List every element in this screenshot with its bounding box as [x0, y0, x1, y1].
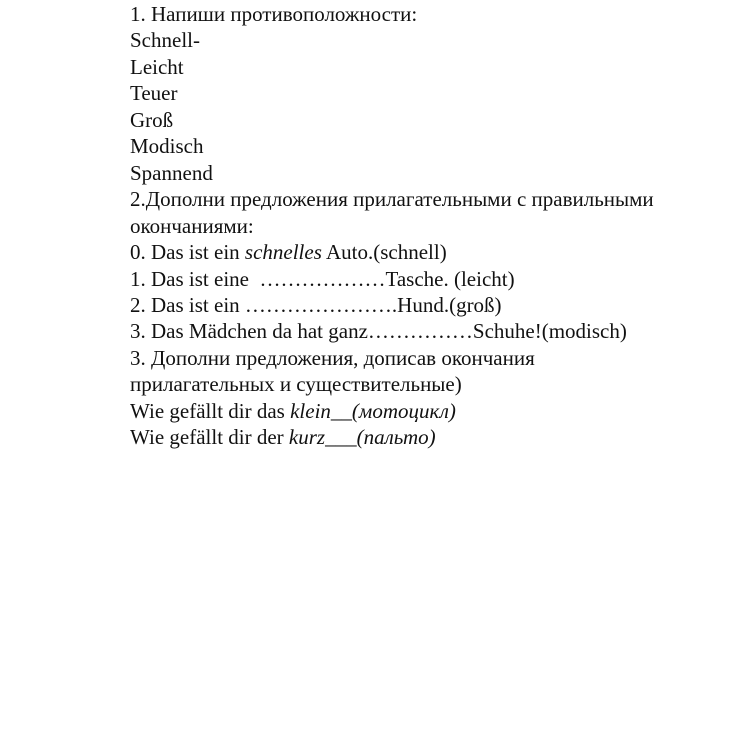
text-line — [130, 371, 654, 397]
text-line — [130, 424, 654, 450]
text-segment: Groß — [130, 107, 174, 132]
text-segment: 1. Das ist eine ………………Tasche. (leicht) — [130, 266, 515, 291]
text-line — [130, 107, 654, 133]
text-segment: Auto.(schnell) — [321, 240, 447, 265]
text-line — [130, 318, 654, 344]
text-segment: 0. Das ist ein — [130, 240, 245, 265]
text-segment: 2. Das ist ein ………………….Hund.(groß) — [130, 292, 502, 317]
text-line — [130, 213, 654, 239]
text-line — [130, 292, 654, 318]
text-segment: Teuer — [130, 81, 178, 106]
text-segment: окончаниями: — [130, 213, 254, 238]
italic-text: schnelles — [244, 240, 322, 265]
text-line — [130, 239, 654, 265]
text-segment: Spannend — [130, 160, 213, 185]
text-segment: Wie gefällt dir der — [130, 425, 289, 450]
text-line — [130, 133, 654, 159]
text-segment: Leicht — [130, 54, 184, 79]
worksheet-text — [130, 1, 654, 451]
text-line — [130, 1, 654, 27]
text-segment: Modisch — [130, 134, 204, 159]
text-segment: 3. Дополни предложения, дописав окончания — [130, 345, 535, 370]
text-line — [130, 398, 654, 424]
text-segment: 3. Das Mädchen da hat ganz……………Schuhe!(modisch) — [130, 319, 627, 344]
text-line — [130, 186, 654, 212]
text-segment: прилагательных и существительные) — [130, 372, 462, 397]
text-segment: 2.Дополни предложения прилагательными с правильными — [130, 187, 654, 212]
italic-text: klein__(мотоцикл) — [290, 398, 456, 423]
text-segment: Wie gefällt dir das — [130, 398, 291, 423]
text-line — [130, 54, 654, 80]
text-line — [130, 266, 654, 292]
text-line — [130, 27, 654, 53]
italic-text: kurz___(пальто) — [288, 425, 436, 450]
text-line — [130, 80, 654, 106]
text-segment: Schnell- — [130, 28, 200, 53]
text-line — [130, 160, 654, 186]
text-segment: 1. Напиши противоположности: — [130, 2, 418, 26]
text-line — [130, 345, 654, 371]
